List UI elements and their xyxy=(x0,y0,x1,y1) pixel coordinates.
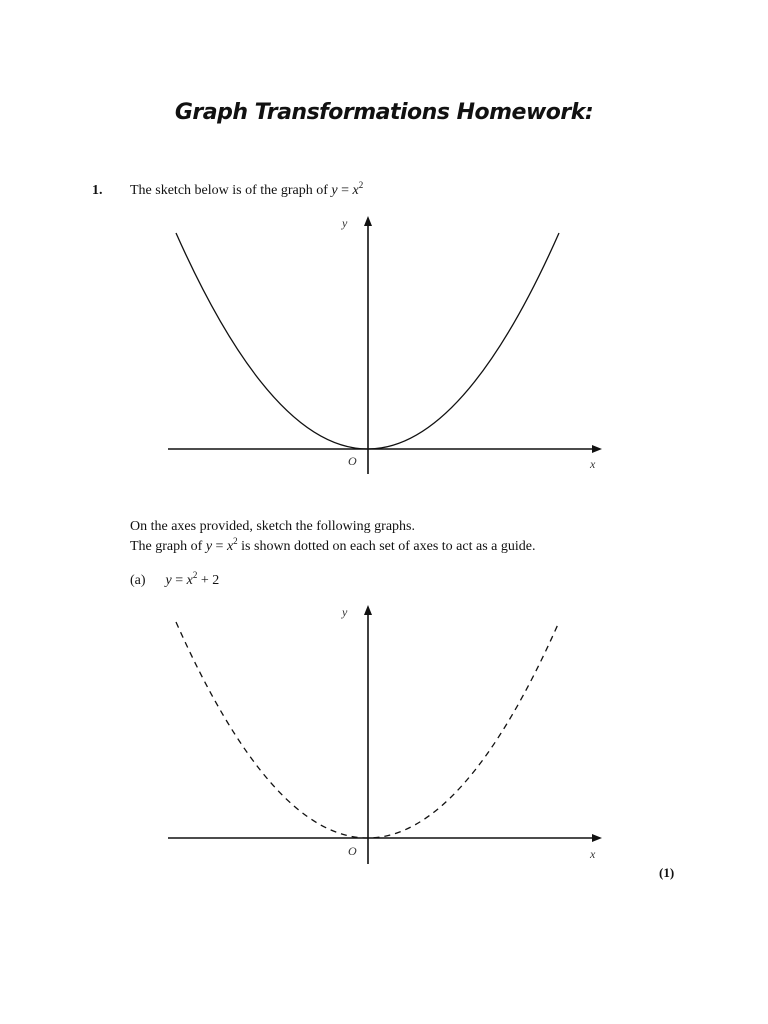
instruction-eq-exponent: 2 xyxy=(233,536,238,546)
part-a-label: (a) xyxy=(130,573,146,588)
instruction-text-end: is shown dotted on each set of axes to act as a guide. xyxy=(237,539,536,554)
part-a-eq-exponent: 2 xyxy=(192,570,198,580)
part-a-eq-x: x xyxy=(186,573,193,588)
graph-2-x-arrow xyxy=(592,834,602,842)
graph-2-origin-label: O xyxy=(348,844,357,858)
instruction-line-1: On the axes provided, sketch the following graphs. xyxy=(130,519,415,534)
part-a-eq-y: y xyxy=(165,573,172,588)
intro-eq-y: y xyxy=(331,183,338,198)
instruction-eq-equals: = xyxy=(212,539,227,554)
graph-2-y-label: y xyxy=(342,605,348,619)
instruction-eq-x: x xyxy=(226,539,234,554)
instruction-text: The graph of xyxy=(130,539,206,554)
instruction-eq-y: y xyxy=(205,539,213,554)
graph-1-y-label: y xyxy=(342,216,348,230)
question-number: 1. xyxy=(92,183,103,198)
intro-text: The sketch below is of the graph of xyxy=(130,183,332,198)
intro-eq-exponent: 2 xyxy=(358,180,364,190)
graph-1-origin-label: O xyxy=(348,454,357,468)
part-a-eq-equals: = xyxy=(171,573,187,588)
graph-2-x-label: x xyxy=(590,847,596,861)
graph-2-axes xyxy=(168,605,602,864)
graph-2-y-arrow xyxy=(364,605,372,615)
part-a-eq-tail: + 2 xyxy=(197,573,220,588)
graph-1-x-label: x xyxy=(590,457,596,471)
intro-eq-equals: = xyxy=(337,183,353,198)
intro-eq-x: x xyxy=(352,183,359,198)
page-title: Graph Transformations Homework: xyxy=(174,100,594,125)
marks-label: (1) xyxy=(659,865,675,880)
